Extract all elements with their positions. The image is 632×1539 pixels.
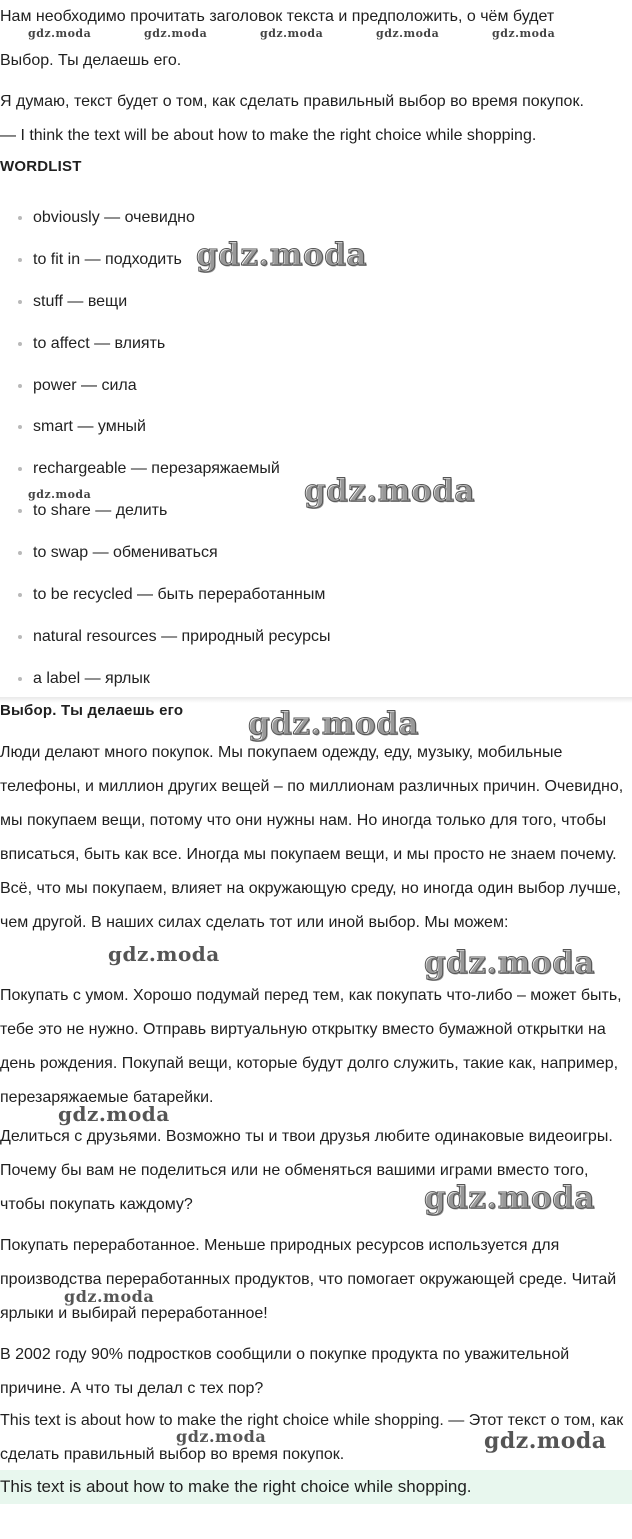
watermark: gdz.moda: [108, 942, 220, 966]
watermark: gdz.moda: [196, 237, 367, 273]
translation-paragraph-4: Покупать переработанное. Меньше природных ресурсов используется для производства переработанных продуктов, что помогает окружающей среде. Читай ярлыки и выбирай переработанное!: [0, 1237, 617, 1322]
wordlist-item: to affect — влиять: [0, 323, 632, 365]
intro-line-2: Выбор. Ты делаешь его.: [0, 52, 182, 69]
wordlist-item: rechargeable — перезаряжаемый: [0, 448, 632, 490]
intro-answer-en: — I think the text will be about how to make the right choice while shopping.: [0, 127, 537, 144]
wordlist-item: to fit in — подходить: [0, 239, 632, 281]
wordlist: [0, 197, 632, 700]
watermark: gdz.moda: [304, 473, 475, 509]
translation-paragraph-3: Делиться с друзьями. Возможно ты и твои друзья любите одинаковые видеоигры. Почему бы вам не поделиться или не обменяться вашими играми вместо того, чтобы покупать каждому?: [0, 1128, 613, 1213]
watermark: gdz.moda: [28, 27, 92, 40]
watermark: gdz.moda: [424, 1180, 595, 1216]
wordlist-item: smart — умный: [0, 406, 632, 448]
final-answer: This text is about how to make the right choice while shopping.: [0, 1470, 632, 1504]
watermark: gdz.moda: [376, 27, 440, 40]
wordlist-item: stuff — вещи: [0, 281, 632, 323]
translation-paragraph-5: В 2002 году 90% подростков сообщили о покупке продукта по уважительной причине. А что ты делал с тех пор?: [0, 1346, 570, 1397]
intro-answer-ru: Я думаю, текст будет о том, как сделать правильный выбор во время покупок.: [0, 93, 584, 110]
watermark: gdz.moda: [424, 945, 595, 981]
watermark: gdz.moda: [176, 1427, 267, 1446]
translation-paragraph-6: This text is about how to make the right choice while shopping. — Этот текст о том, как сделать правильный выбор во время покупок.: [0, 1412, 624, 1463]
watermark: gdz.moda: [58, 1102, 170, 1126]
wordlist-item: obviously — очевидно: [0, 197, 632, 239]
wordlist-item: power — сила: [0, 365, 632, 407]
wordlist-item: a label — ярлык: [0, 658, 632, 700]
watermark: gdz.moda: [64, 1287, 155, 1306]
wordlist-item: to share — делить: [0, 490, 632, 532]
watermark: gdz.moda: [492, 27, 556, 40]
watermark: gdz.moda: [248, 706, 419, 742]
watermark: gdz.moda: [260, 27, 324, 40]
intro-line-1: Нам необходимо прочитать заголовок текста и предположить, о чём будет: [0, 8, 555, 25]
watermark: gdz.moda: [144, 27, 208, 40]
translation-paragraph-2: Покупать с умом. Хорошо подумай перед тем, как покупать что-либо – может быть, тебе это не нужно. Отправь виртуальную открытку вместо бумажной открытки на день рождения. Покупай вещи, которые будут долго служить, такие как, например, перезаряжаемые батарейки.: [0, 987, 622, 1106]
translation-title: Выбор. Ты делаешь его: [0, 702, 184, 719]
wordlist-item: to be recycled — быть переработанным: [0, 574, 632, 616]
watermark: gdz.moda: [28, 488, 92, 501]
watermark: gdz.moda: [484, 1428, 607, 1454]
wordlist-item: natural resources — природный ресурсы: [0, 616, 632, 658]
wordlist-title: WORDLIST: [0, 158, 82, 175]
translation-paragraph-1: Люди делают много покупок. Мы покупаем одежду, еду, музыку, мобильные телефоны, и миллион других вещей – по миллионам различных причин. Очевидно, мы покупаем вещи, потому что они нужны нам. Но иногда только для того, чтобы вписаться, быть как все. Иногда мы покупаем вещи, и мы просто не знаем почему. Всё, что мы покупаем, влияет на окружающую среду, но иногда один выбор лучше, чем другой. В наших силах сделать тот или иной выбор. Мы можем:: [0, 744, 624, 931]
wordlist-item: to swap — обмениваться: [0, 532, 632, 574]
